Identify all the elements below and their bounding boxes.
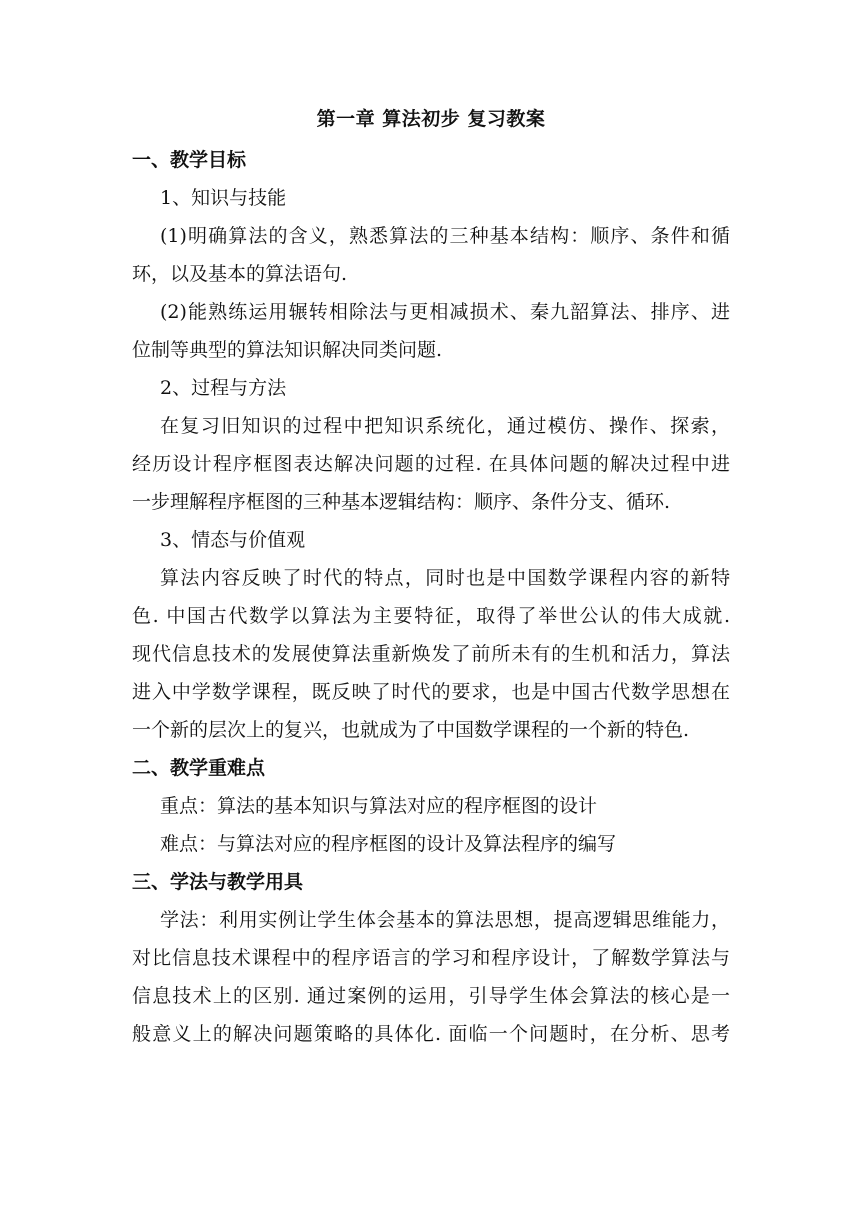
section-heading-key-points: 二、教学重难点 (132, 757, 266, 779)
paragraph-line: 信息技术上的区别. 通过案例的运用，引导学生体会算法的核心是一 (132, 985, 730, 1007)
paragraph-values (132, 559, 730, 749)
section-heading-methods-tools: 三、学法与教学用具 (132, 871, 304, 893)
paragraph-line: 位制等典型的算法知识解决同类问题. (132, 339, 443, 361)
paragraph-line: 进入中学数学课程，既反映了时代的要求，也是中国古代数学思想在 (132, 681, 730, 703)
paragraph-line: 环，以及基本的算法语句. (132, 263, 348, 285)
section-heading-objectives: 一、教学目标 (132, 149, 247, 171)
paragraph-line: 一步理解程序框图的三种基本逻辑结构：顺序、条件分支、循环. (132, 491, 671, 513)
key-point-focus: 重点：算法的基本知识与算法对应的程序框图的设计 (160, 795, 598, 817)
subheading-process-method: 2、过程与方法 (160, 377, 287, 399)
paragraph-line: 经历设计程序框图表达解决问题的过程. 在具体问题的解决过程中进 (132, 453, 730, 475)
paragraph-line: 在复习旧知识的过程中把知识系统化，通过模仿、操作、探索， (160, 415, 730, 437)
paragraph-line: 色. 中国古代数学以算法为主要特征，取得了举世公认的伟大成就. (132, 605, 730, 627)
document-body (132, 103, 730, 1053)
subheading-knowledge-skills: 1、知识与技能 (160, 187, 287, 209)
paragraph-line: 般意义上的解决问题策略的具体化. 面临一个问题时，在分析、思考 (132, 1023, 730, 1045)
subheading-values: 3、情态与价值观 (160, 529, 306, 551)
paragraph-objective-1 (132, 217, 730, 293)
paragraph-objective-2 (132, 293, 730, 369)
paragraph-methods (132, 901, 730, 1053)
document-title: 第一章 算法初步 复习教案 (316, 108, 546, 130)
paragraph-line: (1)明确算法的含义，熟悉算法的三种基本结构：顺序、条件和循 (160, 225, 730, 247)
paragraph-line: 对比信息技术课程中的程序语言的学习和程序设计，了解数学算法与 (132, 947, 730, 969)
paragraph-line: 一个新的层次上的复兴，也就成为了中国数学课程的一个新的特色. (132, 719, 690, 741)
paragraph-process-method (132, 407, 730, 521)
paragraph-line: 现代信息技术的发展使算法重新焕发了前所未有的生机和活力，算法 (132, 643, 730, 665)
paragraph-line: 算法内容反映了时代的特点，同时也是中国数学课程内容的新特 (160, 567, 730, 589)
paragraph-line: (2)能熟练运用辗转相除法与更相减损术、秦九韶算法、排序、进 (160, 301, 730, 323)
key-point-difficulty: 难点：与算法对应的程序框图的设计及算法程序的编写 (160, 833, 617, 855)
paragraph-line: 学法：利用实例让学生体会基本的算法思想，提高逻辑思维能力， (160, 909, 730, 931)
